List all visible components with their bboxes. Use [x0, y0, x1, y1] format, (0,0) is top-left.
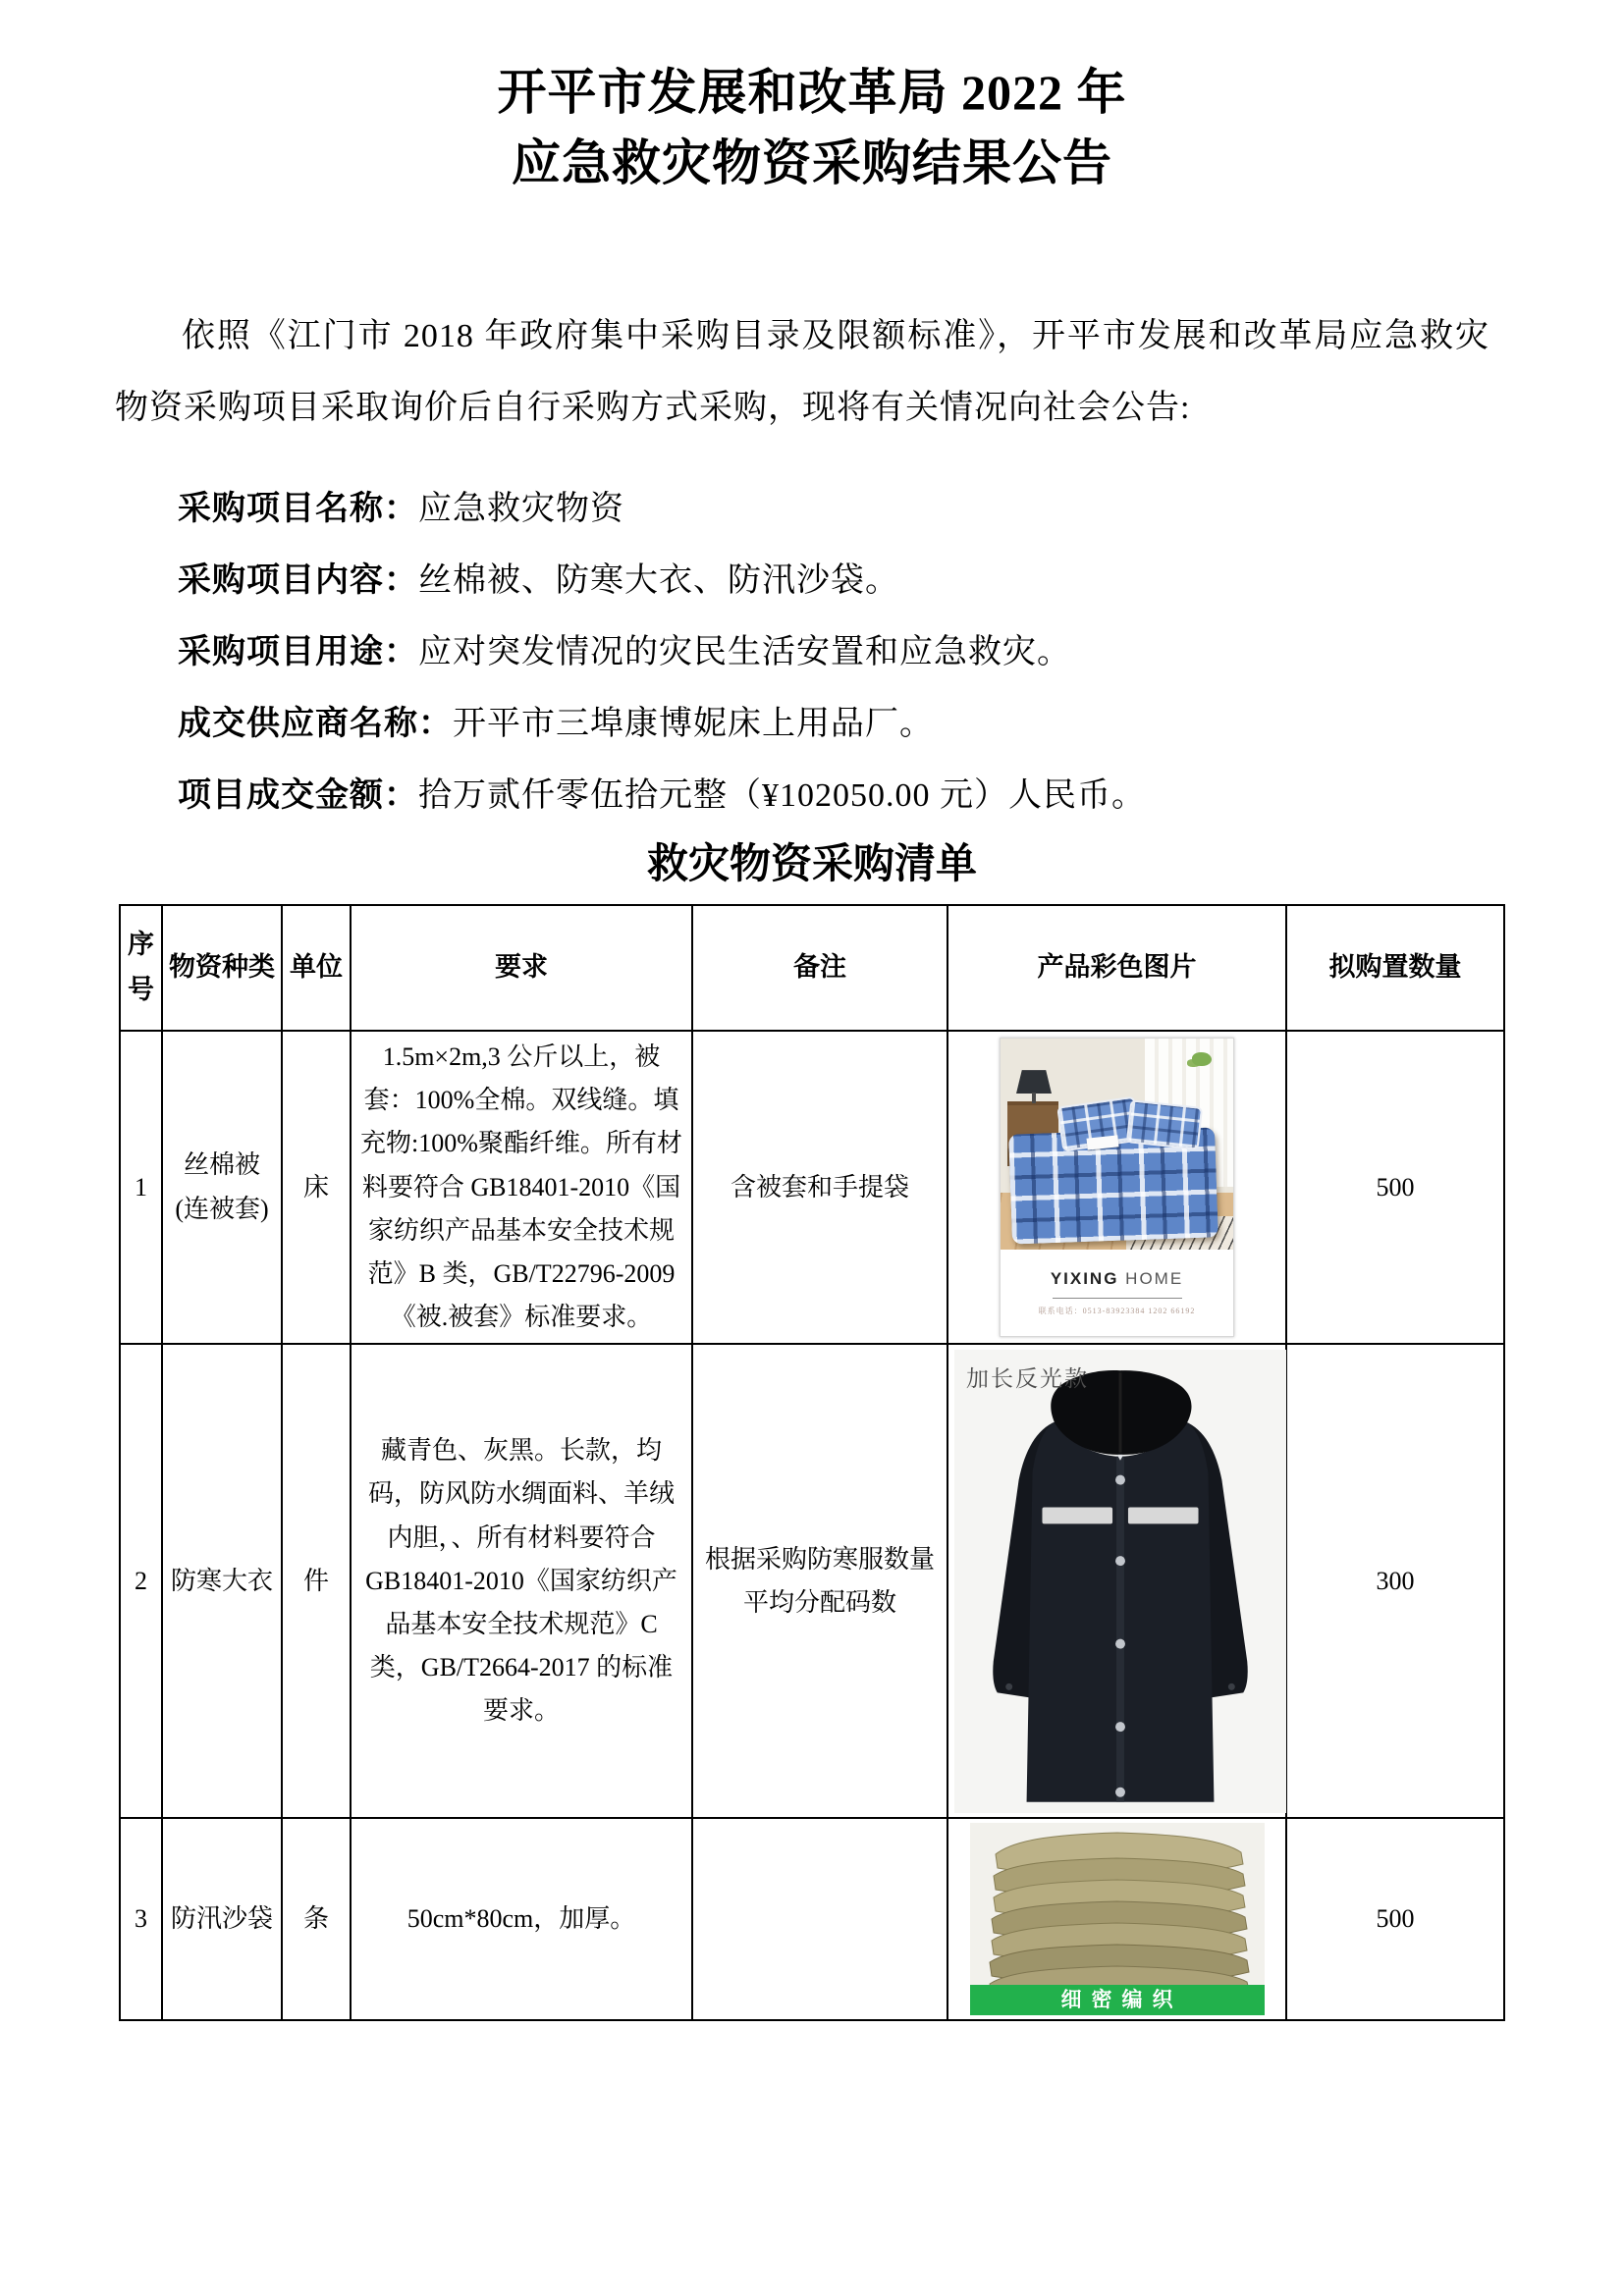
- cell-category: 丝棉被(连被套): [162, 1031, 282, 1344]
- lamp-shape: [1016, 1070, 1052, 1094]
- title-line-2: 应急救灾物资采购结果公告: [512, 135, 1112, 190]
- field-label: 采购项目内容：: [178, 562, 418, 599]
- header-photo: 产品彩色图片: [947, 905, 1286, 1031]
- brand-text: [1001, 1265, 1233, 1294]
- field-label: 采购项目用途：: [178, 634, 418, 670]
- intro-paragraph: 依照《江门市 2018 年政府集中采购目录及限额标准》，开平市发展和改革局应急救灾物资采购项目采取询价后自行采购方式采购，现将有关情况向社会公告:: [115, 318, 1489, 426]
- table-header-row: [120, 905, 1504, 1031]
- title-line-1: 开平市发展和改革局 2022 年: [497, 65, 1127, 120]
- brand-contact: 联系电话：0513-83923384 1202 66192: [1038, 1307, 1196, 1316]
- field-label: 成交供应商名称：: [178, 706, 453, 742]
- cell-requirement: 藏青色、灰黑。长款，均码，防风防水绸面料、羊绒内胆，、所有材料要符合 GB18401-2010《国家纺织产品基本安全技术规范》C 类，GB/T2664-2017 的标准要求。: [351, 1344, 692, 1818]
- cell-seq: 2: [120, 1344, 162, 1818]
- header-category: 物资种类: [162, 905, 282, 1031]
- document-title: [115, 57, 1509, 198]
- cell-photo: [947, 1031, 1286, 1344]
- cell-unit: 床: [282, 1031, 351, 1344]
- plant-shape: [1192, 1052, 1212, 1066]
- field-value: 拾万贰仟零伍拾元整（¥102050.00 元）人民币。: [418, 777, 1146, 814]
- header-quantity: 拟购置数量: [1286, 905, 1504, 1031]
- field-label: 采购项目名称：: [178, 491, 418, 527]
- field-project-name: [178, 473, 1509, 545]
- header-requirement: 要求: [351, 905, 692, 1031]
- table-title: 救灾物资采购清单: [646, 840, 977, 886]
- announcement-document: [115, 0, 1509, 2021]
- field-value: 丝棉被、防寒大衣、防汛沙袋。: [418, 562, 899, 599]
- cell-note: 根据采购防寒服数量平均分配码数: [692, 1344, 947, 1818]
- table-row: [120, 1344, 1504, 1818]
- brand-sub: HOME: [1125, 1269, 1184, 1289]
- bedding-product-photo: [1000, 1038, 1234, 1337]
- cell-unit: 件: [282, 1344, 351, 1818]
- field-list: [178, 473, 1509, 831]
- cell-quantity: 500: [1286, 1031, 1504, 1344]
- cell-photo: [947, 1344, 1286, 1818]
- brand-main: YIXING: [1050, 1269, 1119, 1289]
- field-deal-amount: [178, 760, 1509, 831]
- bedding-scene: [1001, 1039, 1233, 1250]
- coat-product-photo: [954, 1350, 1286, 1813]
- procurement-table: [119, 904, 1505, 2021]
- coat-photo-label: 加长反光款: [966, 1364, 1089, 1391]
- field-supplier-name: [178, 688, 1509, 760]
- field-value: 开平市三埠康博妮床上用品厂。: [453, 706, 934, 742]
- field-project-content: [178, 545, 1509, 616]
- cell-quantity: 300: [1286, 1344, 1504, 1818]
- sandbag-banner: 细密编织: [970, 1985, 1265, 2015]
- pillow-shape: [1126, 1099, 1203, 1149]
- field-project-purpose: [178, 616, 1509, 688]
- cell-photo: [947, 1818, 1286, 2020]
- header-unit: 单位: [282, 905, 351, 1031]
- cell-note: 含被套和手提袋: [692, 1031, 947, 1344]
- brand-divider: [1053, 1298, 1182, 1299]
- field-label: 项目成交金额：: [178, 777, 418, 814]
- cell-quantity: 500: [1286, 1818, 1504, 2020]
- table-row: [120, 1818, 1504, 2020]
- cell-requirement: 50cm*80cm，加厚。: [351, 1818, 692, 2020]
- brand-band: [1001, 1250, 1233, 1336]
- cell-seq: 1: [120, 1031, 162, 1344]
- field-value: 应对突发情况的灾民生活安置和应急救灾。: [418, 634, 1071, 670]
- sandbag-product-photo: [970, 1823, 1265, 2015]
- cell-category: 防汛沙袋: [162, 1818, 282, 2020]
- lamp-stem-shape: [1032, 1093, 1036, 1103]
- header-seq: 序号: [120, 905, 162, 1031]
- header-note: 备注: [692, 905, 947, 1031]
- table-row: [120, 1031, 1504, 1344]
- cell-category: 防寒大衣: [162, 1344, 282, 1818]
- cell-note: [692, 1818, 947, 2020]
- cell-requirement: 1.5m×2m,3 公斤以上，被套：100%全棉。双线缝。填充物:100%聚酯纤维。所有材料要符合 GB18401-2010《国家纺织产品基本安全技术规范》B 类，GB/T22796-2009《被.被套》标准要求。: [351, 1031, 692, 1344]
- cell-unit: 条: [282, 1818, 351, 2020]
- field-value: 应急救灾物资: [418, 491, 624, 527]
- winter-coat-illustration: [954, 1358, 1286, 1813]
- cell-seq: 3: [120, 1818, 162, 2020]
